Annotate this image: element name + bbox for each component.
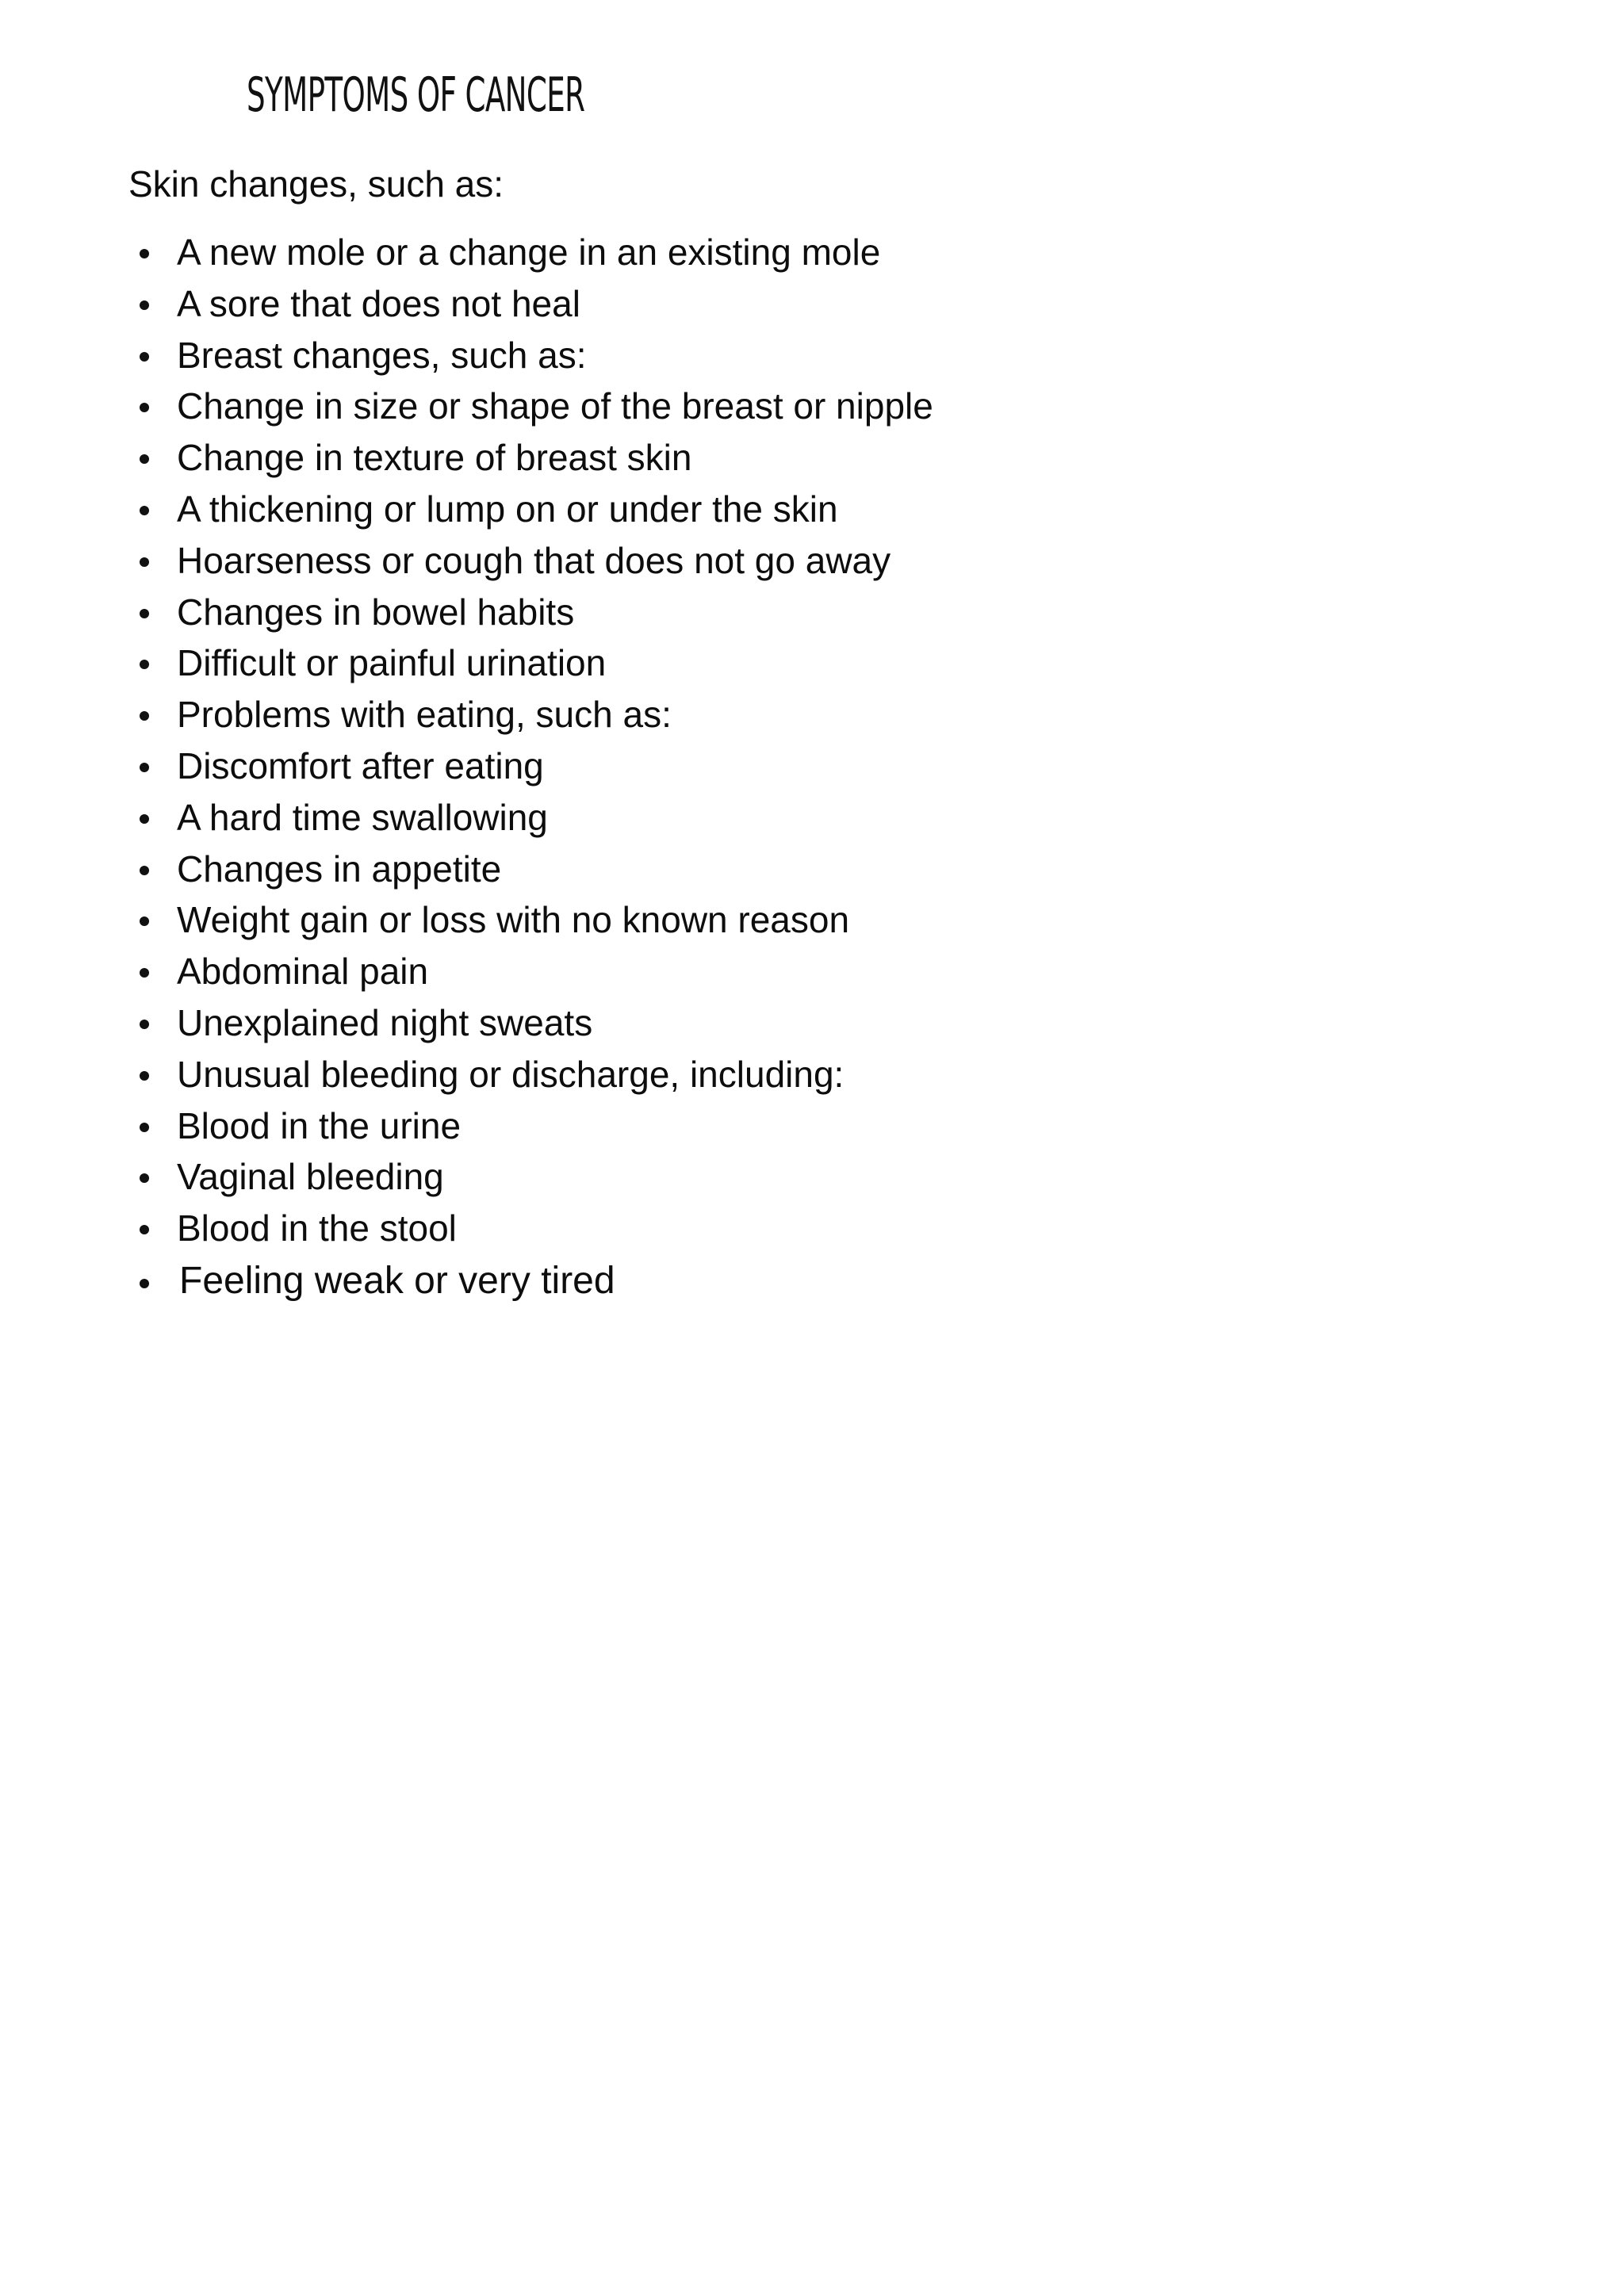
bullet-icon [140, 763, 149, 772]
bullet-icon [140, 660, 149, 669]
list-item-text: A sore that does not heal [177, 282, 580, 324]
list-item-text: Breast changes, such as: [177, 334, 587, 376]
list-item-text: Abdominal pain [177, 951, 429, 993]
list-item-text: Vaginal bleeding [177, 1156, 444, 1198]
bullet-icon [140, 1071, 149, 1081]
list-item-text: Unusual bleeding or discharge, including: [177, 1053, 845, 1095]
bullet-icon [140, 454, 149, 464]
list-item-text: Discomfort after eating [177, 744, 544, 786]
intro-text: Skin changes, such as: [128, 163, 504, 205]
list-item-text: A thickening or lump on or under the skin [177, 488, 838, 530]
bullet-icon [140, 300, 149, 310]
bullet-icon [140, 352, 149, 362]
bullet-icon [140, 1279, 149, 1288]
bullet-icon [140, 711, 149, 721]
bullet-icon [140, 814, 149, 824]
list-item-text: Hoarseness or cough that does not go away [177, 539, 891, 581]
bullet-icon [140, 1020, 149, 1029]
list-item-text: Weight gain or loss with no known reason [177, 899, 850, 941]
list-item-text: Change in size or shape of the breast or nipple [177, 385, 933, 427]
bullet-icon [140, 403, 149, 412]
list-item-text: Feeling weak or very tired [179, 1259, 615, 1302]
bullet-icon [140, 866, 149, 875]
bullet-icon [140, 1173, 149, 1183]
bullet-icon [140, 1225, 149, 1234]
list-item-text: Unexplained night sweats [177, 1001, 593, 1043]
list-item-text: A hard time swallowing [177, 796, 548, 838]
list-item-text: Changes in bowel habits [177, 591, 575, 633]
list-item-text: Difficult or painful urination [177, 642, 607, 684]
bullet-icon [140, 1123, 149, 1132]
bullet-icon [140, 916, 149, 926]
list-item-text: Change in texture of breast skin [177, 437, 692, 479]
bullet-icon [140, 249, 149, 258]
list-item-text: A new mole or a change in an existing mole [177, 232, 881, 273]
bullet-icon [140, 968, 149, 978]
bullet-icon [140, 557, 149, 567]
list-item-text: Problems with eating, such as: [177, 694, 672, 736]
bullet-icon [140, 609, 149, 618]
list-item-text: Blood in the stool [177, 1207, 457, 1249]
list-item-text: Blood in the urine [177, 1104, 462, 1146]
bullet-icon [140, 506, 149, 515]
page-title: SYMPTOMS OF CANCER [247, 67, 585, 123]
list-item-text: Changes in appetite [177, 848, 502, 890]
